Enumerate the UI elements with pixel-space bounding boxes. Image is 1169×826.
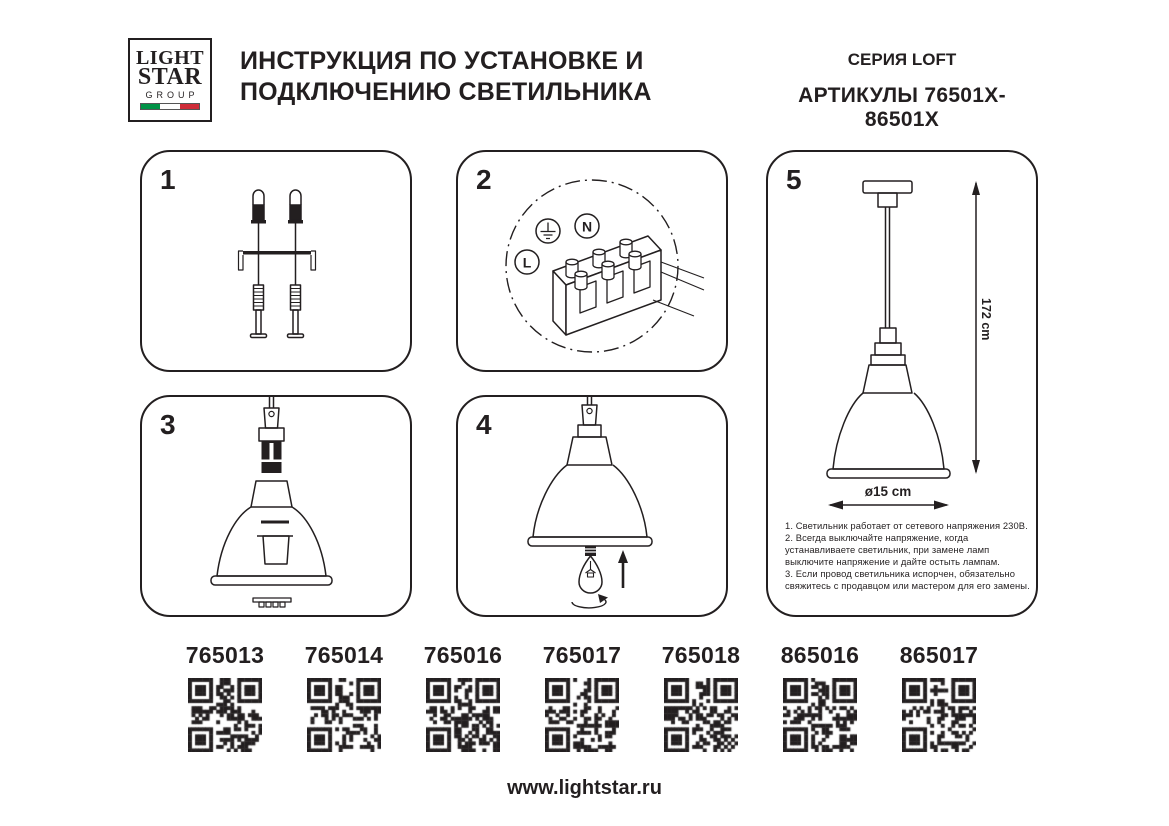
article-item [652, 642, 750, 752]
article-qr-row [176, 642, 988, 752]
article-item [295, 642, 393, 752]
diameter-dimension-label: ø15 cm [864, 484, 912, 499]
article-item [414, 642, 512, 752]
socket-assembly-diagram [142, 397, 410, 615]
step-number-3: 3 [160, 409, 176, 440]
bulb-installation-diagram [458, 397, 726, 615]
qr-code [307, 678, 381, 752]
qr-code [545, 678, 619, 752]
warning-line-3: 3. Если провод светильника испорчен, обязательно свяжитесь с продавцом или мастером для его замены. [785, 568, 1030, 591]
articles-range-label: АРТИКУЛЫ 76501X-86501X [798, 84, 1006, 131]
qr-code [188, 678, 262, 752]
logo-text-group: GROUP [145, 90, 199, 100]
article-code: 765014 [304, 642, 384, 668]
article-item [533, 642, 631, 752]
step-number-5: 5 [786, 164, 802, 195]
height-dimension-label: 172 cm [979, 298, 993, 341]
step-panel-1 [140, 150, 412, 372]
logo-text-star: STAR [137, 64, 203, 90]
page-title [240, 46, 652, 108]
article-code: 865016 [780, 642, 860, 668]
step-panel-2 [456, 150, 728, 372]
page-title-line2: ПОДКЛЮЧЕНИЮ СВЕТИЛЬНИКА [240, 78, 652, 106]
safety-warnings [785, 520, 1031, 592]
article-code: 765017 [542, 642, 622, 668]
qr-code [902, 678, 976, 752]
article-code: 765013 [185, 642, 265, 668]
live-label: L [522, 254, 532, 271]
article-item [771, 642, 869, 752]
article-code: 865017 [899, 642, 979, 668]
page-title-line1: ИНСТРУКЦИЯ ПО УСТАНОВКЕ И [240, 47, 644, 75]
step-panel-4 [456, 395, 728, 617]
earth-symbol-icon [536, 219, 560, 243]
article-code: 765018 [661, 642, 741, 668]
step-number-2: 2 [476, 164, 492, 195]
series-label: СЕРИЯ LOFT [847, 50, 957, 69]
step-panel-3 [140, 395, 412, 617]
logo-text-light: LIGHT [135, 47, 205, 69]
mounting-hardware-diagram [142, 152, 410, 370]
italian-flag-icon [140, 103, 200, 110]
article-item [890, 642, 988, 752]
article-code: 765016 [423, 642, 503, 668]
article-item [176, 642, 274, 752]
qr-code [426, 678, 500, 752]
step-number-4: 4 [476, 409, 492, 440]
step-number-1: 1 [160, 164, 176, 195]
terminal-block-diagram [458, 152, 726, 370]
warning-line-1: 1. Светильник работает от сетевого напряжения 230В. [785, 520, 1028, 531]
lightstar-logo [128, 38, 212, 122]
qr-code [783, 678, 857, 752]
series-block [766, 50, 1038, 132]
step-panel-5 [766, 150, 1038, 617]
website-url: www.lightstar.ru [507, 777, 662, 799]
warning-line-2: 2. Всегда выключайте напряжение, когда устанавливаете светильник, при замене ламп выключите напряжение и дайте остыть лампам. [785, 532, 1000, 567]
neutral-label: N [581, 218, 593, 235]
qr-code [664, 678, 738, 752]
